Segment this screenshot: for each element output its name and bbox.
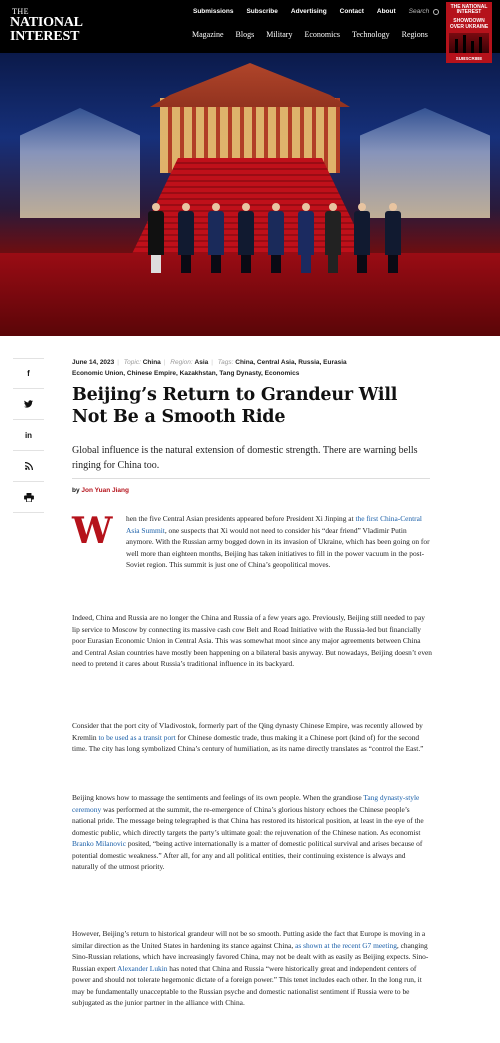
paragraph-5	[72, 928, 432, 1009]
rss-icon[interactable]	[13, 451, 44, 482]
leader-figure	[325, 203, 341, 273]
twitter-icon[interactable]	[13, 389, 44, 420]
leader-figure	[178, 203, 194, 273]
linkedin-icon[interactable]: in	[13, 420, 44, 451]
top-nav	[193, 8, 439, 15]
p4-text: Beijing knows how to massage the sentiments and feelings of its own people. When the grandiose	[72, 793, 364, 802]
tang-ceremony-link[interactable]: Tang dynasty-style ceremony	[72, 793, 420, 814]
author-link[interactable]: Jon Yuan Jiang	[81, 487, 129, 494]
lukin-link[interactable]: Alexander Lukin	[117, 963, 168, 973]
facebook-icon[interactable]: f	[13, 358, 44, 389]
promo-cover-art	[449, 33, 489, 53]
leader-figure	[298, 203, 314, 273]
summit-link[interactable]: the first China-Central Asia Summit	[126, 514, 422, 535]
pavilion-left	[20, 108, 140, 218]
transit-port-link[interactable]: to be used as a transit port	[98, 732, 176, 742]
divider	[72, 478, 430, 479]
milanovic-link[interactable]: Branko Milanovic	[72, 839, 126, 848]
drop-cap: W	[72, 510, 113, 552]
leader-figure	[148, 203, 164, 273]
topic-link[interactable]: China	[142, 359, 161, 366]
p3-text-rest: for Chinese domestic trade, thus making it a Chinese port (kind of) for the second time. The city has long symbolized China’s century of humiliation, as its name directly translates as “control the East.”	[72, 732, 424, 753]
promo-title: SHOWDOWN OVER UKRAINE	[449, 18, 489, 30]
nav-blogs[interactable]: Blogs	[235, 30, 255, 39]
g7-link[interactable]: as shown at the recent G7 meeting	[295, 940, 397, 950]
paragraph-4	[72, 792, 432, 873]
p3-text: Consider that the port city of Vladivostok, formerly part of the Qing dynasty Chinese Empire, was recently allowed by Kremlin	[72, 721, 423, 742]
p5-text-rest: has noted that China and Russia “were historically great and independent centers of power and should not tolerate hegemonic dictate of a foreign power.” This tenet includes each other. In the long run, it may be fundamentally unacceptable to the Russian psyche and domestic nationalist sentiment if Russia were to be subjugated as the junior partner in the alliance with China.	[72, 963, 422, 1007]
paragraph-3	[72, 720, 432, 755]
topic-label: Topic:	[123, 359, 141, 366]
leader-figure	[354, 203, 370, 273]
p4-text-mid: was performed at the summit, the re-emergence of China’s glorious history echoes the Chinese people’s national pride. The message being telegraphed is that China has restored its historical position, at least in the eye of the domestic public, which directly targets the party’s ultimate goal: the rejuvenation of the Chinese nation. As economist	[72, 804, 424, 837]
nav-technology[interactable]: Technology	[351, 30, 390, 39]
promo-logo: THE NATIONAL INTEREST	[450, 4, 488, 15]
site-logo[interactable]	[10, 8, 83, 44]
site-header	[0, 0, 500, 53]
region-link[interactable]: Asia	[194, 359, 209, 366]
tags-label: Tags:	[217, 359, 234, 366]
nav-economics[interactable]: Economics	[304, 30, 340, 39]
tags-list[interactable]: China, Central Asia, Russia, Eurasia Economic Union, Chinese Empire, Kazakhstan, Tang Dynasty, Economics	[72, 359, 347, 377]
region-label: Region:	[170, 359, 193, 366]
p5-text-mid: , changing Sino-Russian relations, which have increasingly favored China, may not be dealt with as easily as Beijing expects. Sino-Russian expert	[72, 940, 429, 973]
logo-the: THE	[12, 7, 30, 16]
article-date: June 14, 2023	[72, 359, 115, 366]
promo-subscribe-button[interactable]: SUBSCRIBE	[455, 56, 483, 61]
leader-figure	[385, 203, 401, 273]
paragraph-1	[126, 513, 432, 571]
leader-figure	[238, 203, 254, 273]
nav-regions[interactable]: Regions	[401, 30, 428, 39]
nav-advertising[interactable]: Advertising	[290, 8, 327, 15]
logo-line1: NATIONAL	[10, 15, 83, 30]
nav-submissions[interactable]: Submissions	[193, 8, 234, 15]
nav-contact[interactable]: Contact	[339, 8, 364, 15]
nav-magazine[interactable]: Magazine	[192, 30, 224, 39]
article-dek: Global influence is the natural extension of domestic strength. There are warning bells ringing for China too.	[72, 445, 418, 471]
byline	[72, 487, 129, 494]
share-bar	[13, 358, 44, 513]
hero-image	[0, 53, 500, 336]
main-nav	[192, 30, 440, 39]
logo-line2: INTEREST	[10, 29, 80, 44]
nav-about[interactable]: About	[376, 8, 396, 15]
paragraph-2: Indeed, China and Russia are no longer the China and Russia of a few years ago. Previously, Beijing still needed to pay lip service to Moscow by connecting its massive cash cow Belt and Road Initiative with the Russia-led but financially poor Eurasian Economic Union in Central Asia. This was somewhat moot since any major agreements between China and Central Asian countries have mostly been happening on a bilateral basis anyway. But nowadays, Beijing doesn’t even need to pretend it cares about Russia’s traditional influence in its backyard.	[72, 613, 432, 668]
search-input[interactable]: Search	[408, 8, 430, 15]
pavilion-right	[360, 108, 490, 218]
p1-text-rest: , one suspects that Xi would not need to consider his “dear friend” Vladimir Putin anymore. With the Russian army bogged down in its invasion of Ukraine, which has been going on for well more than eighteen months, Beijing has taken initiatives to fill in the power vacuum in the post-Soviet region. This summit is just one of China’s geopolitical moves.	[126, 525, 430, 569]
nav-military[interactable]: Military	[266, 30, 293, 39]
p1-text: hen the five Central Asian presidents appeared before President Xi Jinping at	[126, 514, 356, 523]
search-icon[interactable]	[433, 9, 439, 15]
article-meta: June 14, 2023 | Topic: China | Region: Asia | Tags: China, Central Asia, Russia, Eurasia Economic Union, Chinese Empire, Kazakhstan, Tang Dynasty, Economics	[72, 359, 347, 377]
article-title: Beijing’s Return to Grandeur Will Not Be a Smooth Ride	[72, 385, 398, 427]
p5-text: However, Beijing’s return to historical grandeur will not be so smooth. Putting aside the fact that Europe is moving in a similar direction as the United States in hardening its stance against China,	[72, 929, 426, 950]
nav-subscribe[interactable]: Subscribe	[246, 8, 278, 15]
p4-text-rest: posited, “being active internationally is a matter of domestic political survival and arises because of potential domestic weakness.” After all, for any and all political entities, their continuing existence is always and naturally of the utmost priority.	[72, 839, 423, 871]
leader-figure	[268, 203, 284, 273]
print-icon[interactable]	[13, 482, 44, 513]
byline-by: by	[72, 487, 80, 494]
leader-figure	[208, 203, 224, 273]
subscribe-promo[interactable]	[446, 2, 492, 63]
